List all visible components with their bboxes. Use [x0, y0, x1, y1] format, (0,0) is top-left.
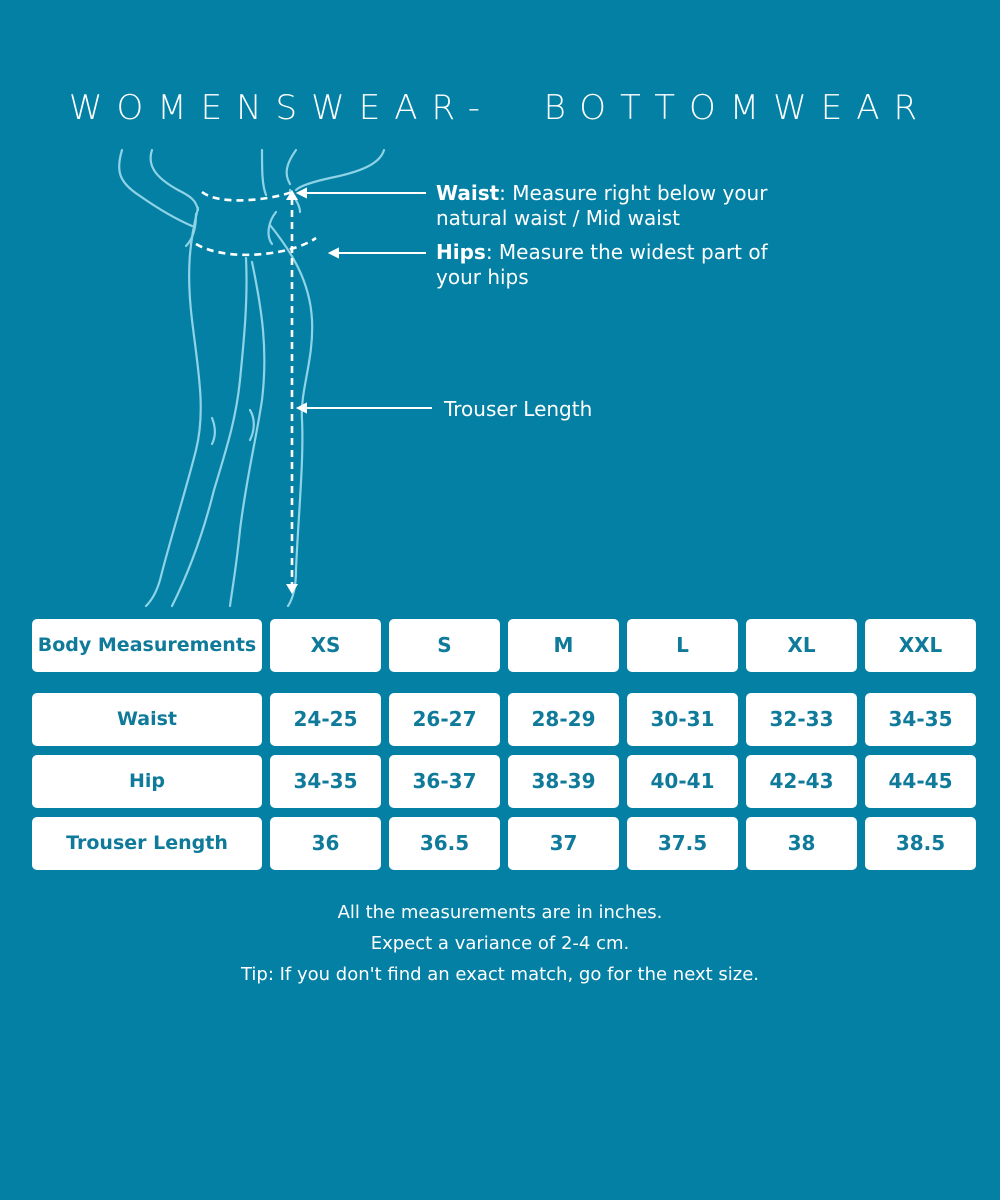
- table-cell: 44-45: [865, 755, 976, 808]
- table-cell: 34-35: [865, 693, 976, 746]
- table-cell: 38: [746, 817, 857, 870]
- table-row-hip: [32, 755, 976, 808]
- table-cell: 30-31: [627, 693, 738, 746]
- header-size-xl: XL: [746, 619, 857, 672]
- table-row-trouser-length: [32, 817, 976, 870]
- hips-description: : Measure the widest part of your hips: [436, 240, 768, 289]
- header-size-xxl: XXL: [865, 619, 976, 672]
- table-cell: 32-33: [746, 693, 857, 746]
- row-label-waist: Waist: [32, 693, 262, 746]
- hips-annotation: [436, 240, 816, 290]
- table-cell: 34-35: [270, 755, 381, 808]
- table-cell: 36-37: [389, 755, 500, 808]
- trouser-length-annotation: Trouser Length: [444, 397, 593, 421]
- table-row-waist: [32, 693, 976, 746]
- table-cell: 40-41: [627, 755, 738, 808]
- table-cell: 38.5: [865, 817, 976, 870]
- header-size-m: M: [508, 619, 619, 672]
- header-body-measurements: Body Measurements: [32, 619, 262, 672]
- waist-term: Waist: [436, 181, 500, 205]
- note-units: All the measurements are in inches.: [337, 902, 663, 923]
- header-size-s: S: [389, 619, 500, 672]
- header-size-xs: XS: [270, 619, 381, 672]
- waist-annotation: [436, 181, 816, 231]
- table-cell: 42-43: [746, 755, 857, 808]
- page-title: WOMENSWEAR- BOTTOMWEAR: [68, 88, 932, 128]
- row-label-trouser-length: Trouser Length: [32, 817, 262, 870]
- waist-description: : Measure right below your natural waist / Mid waist: [436, 181, 768, 230]
- hips-term: Hips: [436, 240, 486, 264]
- note-tip: Tip: If you don't find an exact match, go for the next size.: [240, 964, 760, 985]
- table-cell: 24-25: [270, 693, 381, 746]
- table-cell: 38-39: [508, 755, 619, 808]
- table-header-row: [32, 619, 976, 672]
- table-cell: 36: [270, 817, 381, 870]
- table-cell: 28-29: [508, 693, 619, 746]
- measurement-notes: [0, 897, 1000, 990]
- row-label-hip: Hip: [32, 755, 262, 808]
- table-cell: 37: [508, 817, 619, 870]
- header-size-l: L: [627, 619, 738, 672]
- table-cell: 36.5: [389, 817, 500, 870]
- table-cell: 37.5: [627, 817, 738, 870]
- table-cell: 26-27: [389, 693, 500, 746]
- note-variance: Expect a variance of 2-4 cm.: [370, 933, 630, 954]
